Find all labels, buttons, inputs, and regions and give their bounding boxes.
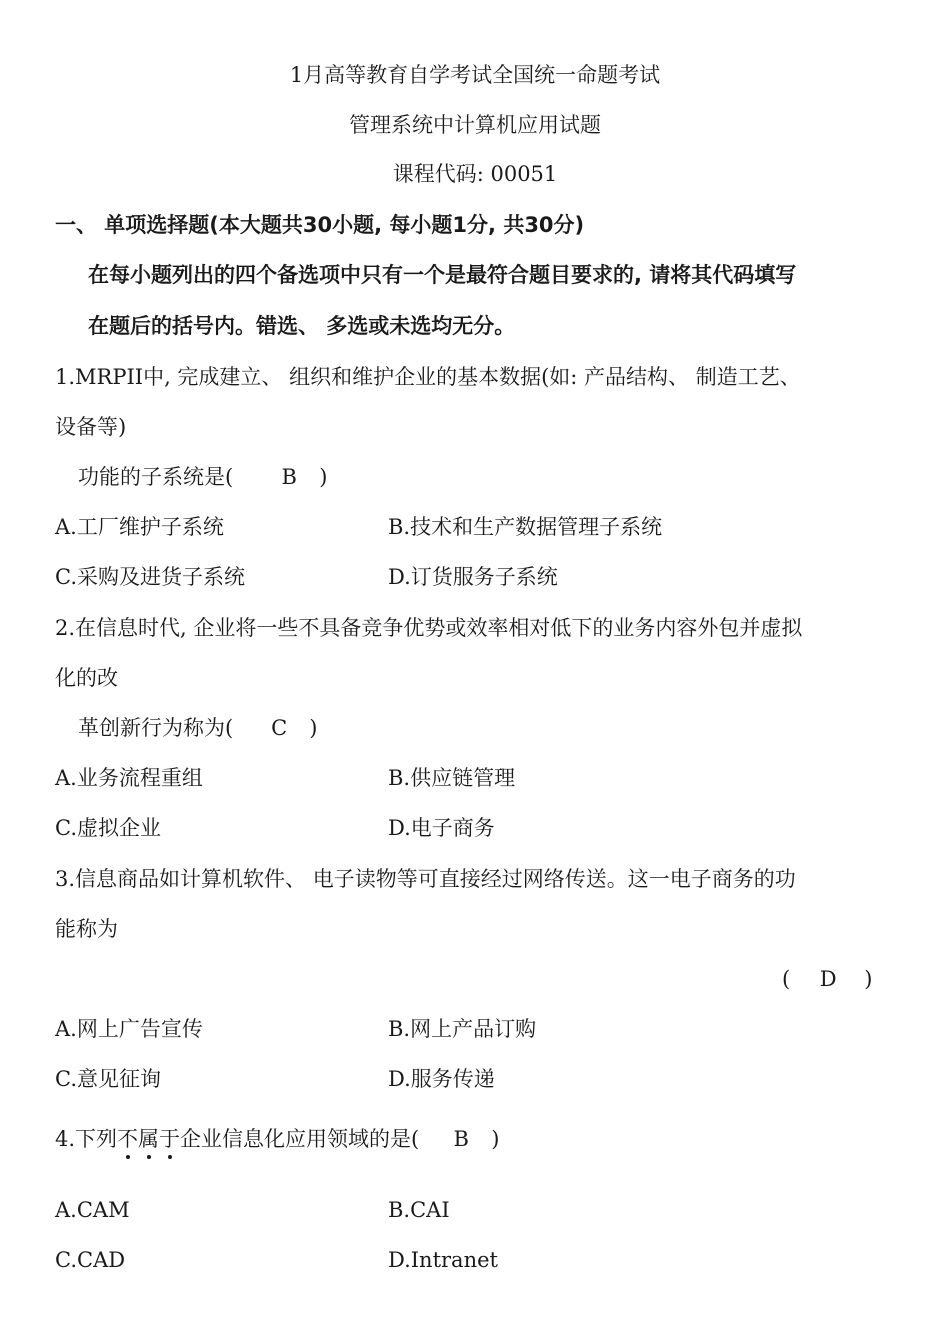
course-code: 课程代码: 00051 [392,162,558,186]
question-4-stem [55,1124,499,1154]
question-2-option-d: D.电子商务 [388,816,495,840]
question-3-stem [782,964,872,994]
question-4-option-b: B.CAI [388,1198,450,1222]
question-1-stem [78,462,327,492]
emphasis-char: 于 [159,1127,181,1151]
question-4-answer: B [453,1127,469,1151]
question-4-suffix: 企业信息化应用领域的是( [180,1127,420,1151]
exam-title: 1月高等教育自学考试全国统一命题考试 [289,63,661,87]
question-4-option-c: C.CAD [55,1248,126,1272]
course-title: 管理系统中计算机应用试题 [349,113,601,137]
question-2-stem-suffix: ) [309,716,318,740]
question-3-option-c: C.意见征询 [55,1067,161,1091]
question-3-stem-suffix: ) [864,967,873,991]
question-1-option-a: A.工厂维护子系统 [55,515,224,539]
question-2-line-2: 化的改 [55,666,118,690]
section-heading: 一、 单项选择题(本大题共30小题, 每小题1分, 共30分) [55,213,585,237]
emphasis-char: 不 [117,1127,139,1151]
question-1-option-c: C.采购及进货子系统 [55,565,245,589]
instruction-line-1: 在每小题列出的四个备选项中只有一个是最符合题目要求的, 请将其代码填写 [88,263,797,287]
question-3-line-1: 3.信息商品如计算机软件、 电子读物等可直接经过网络传送。这一电子商务的功 [55,867,796,891]
question-3-stem-prefix: ( [782,967,791,991]
question-3-option-a: A.网上广告宣传 [55,1017,203,1041]
question-2-option-b: B.供应链管理 [388,766,516,790]
question-2-answer: C [271,716,288,740]
question-2-option-c: C.虚拟企业 [55,816,161,840]
question-4-option-d: D.Intranet [388,1248,498,1272]
question-3-answer: D [819,967,837,991]
emphasis-char: 属 [138,1127,160,1151]
question-2-option-a: A.业务流程重组 [55,766,203,790]
question-3-option-b: B.网上产品订购 [388,1017,537,1041]
question-1-line-1: 1.MRPII中, 完成建立、 组织和维护企业的基本数据(如: 产品结构、 制造工艺、 [55,365,801,389]
question-3-option-d: D.服务传递 [388,1067,495,1091]
question-1-answer: B [281,465,297,489]
question-1-stem-suffix: ) [319,465,328,489]
instruction-line-2: 在题后的括号内。错选、 多选或未选均无分。 [88,314,516,338]
question-4-prefix: 4.下列 [55,1127,118,1151]
question-1-option-d: D.订货服务子系统 [388,565,558,589]
question-1-option-b: B.技术和生产数据管理子系统 [388,515,663,539]
question-1-stem-prefix: 功能的子系统是( [78,465,234,489]
question-3-line-2: 能称为 [55,917,118,941]
question-4-option-a: A.CAM [55,1198,130,1222]
question-2-stem-prefix: 革创新行为称为( [78,716,234,740]
question-4-stem-suffix: ) [491,1127,500,1151]
question-1-line-2: 设备等) [55,415,127,439]
question-2-stem [78,713,317,743]
question-2-line-1: 2.在信息时代, 企业将一些不具备竞争优势或效率相对低下的业务内容外包并虚拟 [55,616,803,640]
